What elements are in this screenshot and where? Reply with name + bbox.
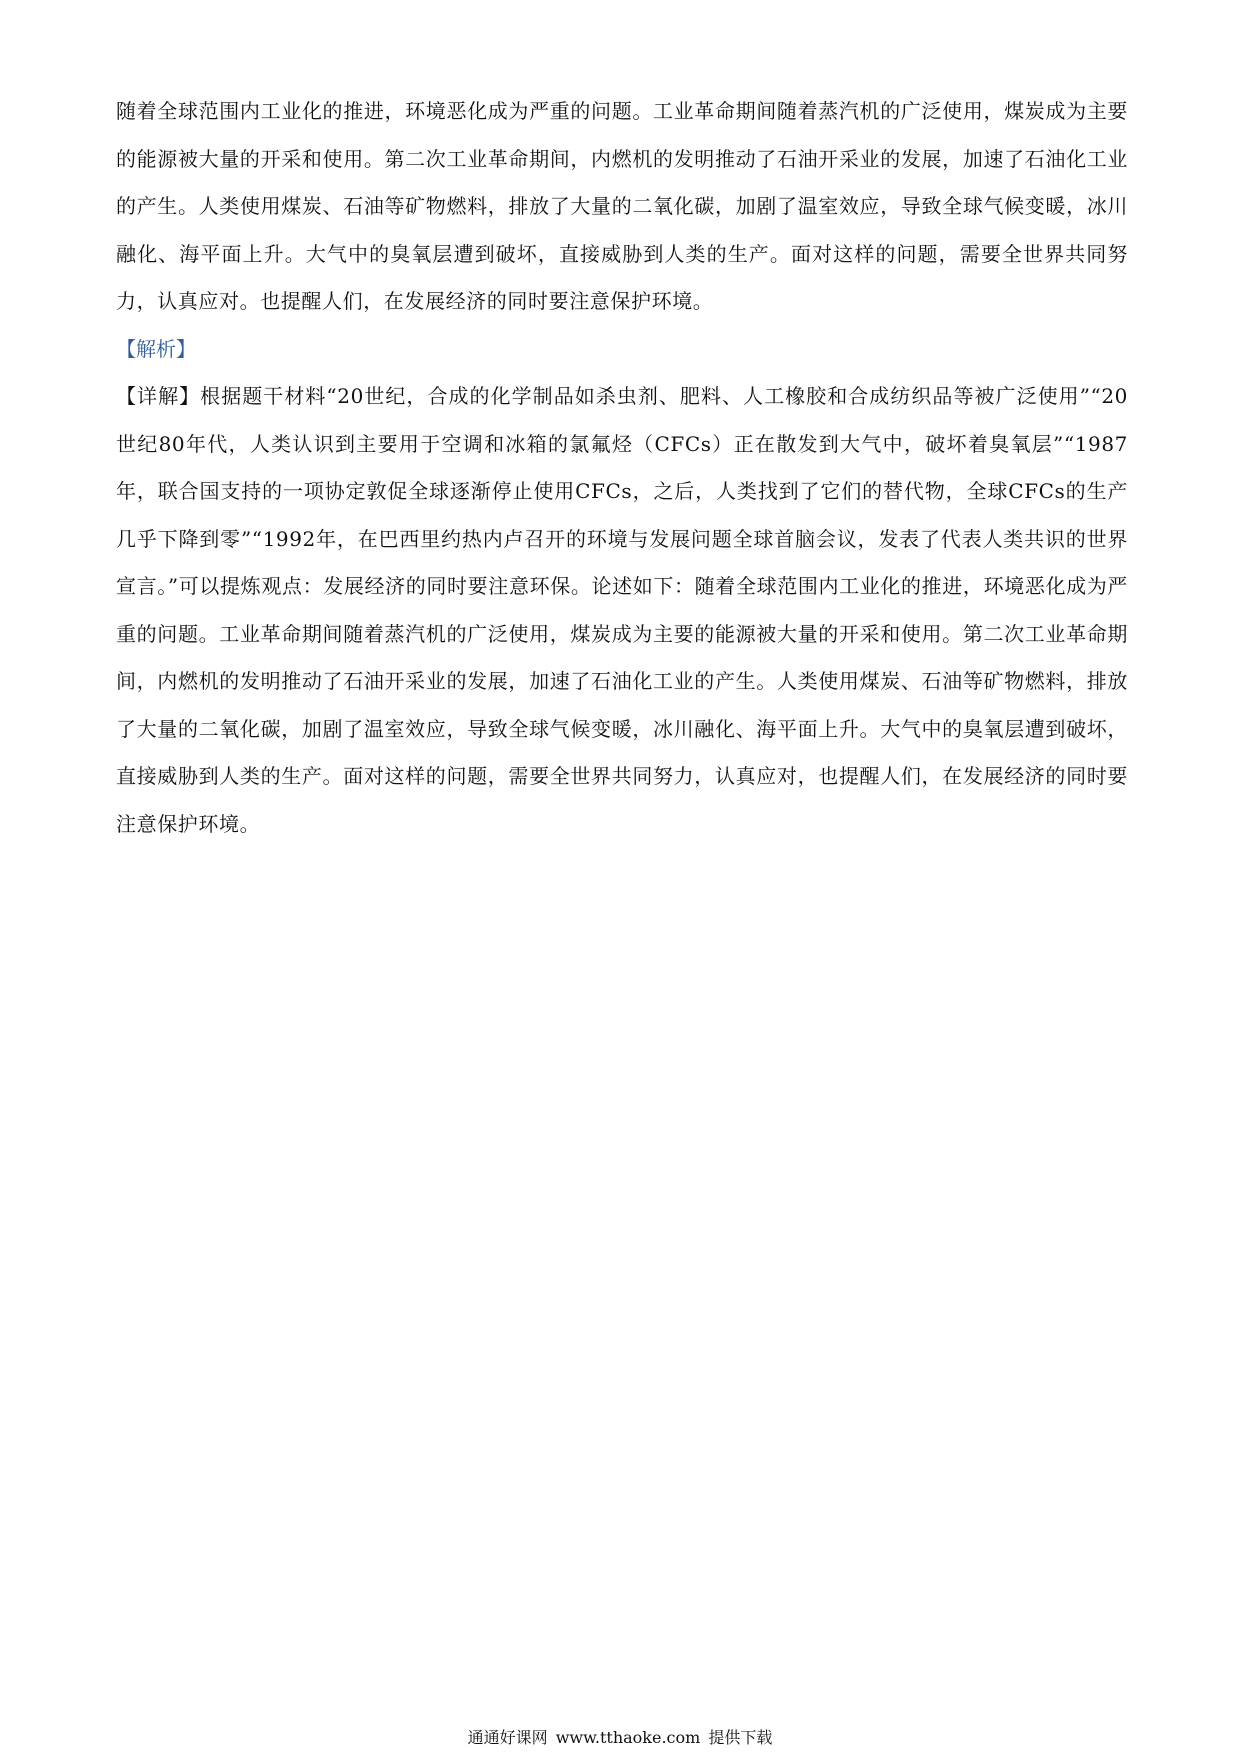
page-footer [0, 1728, 1240, 1748]
analysis-label: 【解析】 [116, 336, 196, 361]
footer-site-name: 通通好课网 [467, 1728, 548, 1747]
footer-url[interactable]: www.tthaoke.com [555, 1728, 701, 1747]
page-content [116, 88, 1128, 848]
detail-tag: 【详解】 [116, 384, 201, 408]
detail-text: 根据题干材料“20世纪，合成的化学制品如杀虫剂、肥料、人工橡胶和合成纺织品等被广泛使用”“20世纪80年代，人类认识到主要用于空调和冰箱的氯氟烃（CFCs）正在散发到大气中，破坏着臭氧层”“1987年，联合国支持的一项协定敦促全球逐渐停止使用CFCs，之后，人类找到了它们的替代物，全球CFCs的生产几乎下降到零”“1992年，在巴西里约热内卢召开的环境与发展问题全球首脑会议，发表了代表人类共识的世界宣言。”可以提炼观点：发展经济的同时要注意环保。论述如下：随着全球范围内工业化的推进，环境恶化成为严重的问题。工业革命期间随着蒸汽机的广泛使用，煤炭成为主要的能源被大量的开采和使用。第二次工业革命期间，内燃机的发明推动了石油开采业的发展，加速了石油化工业的产生。人类使用煤炭、石油等矿物燃料，排放了大量的二氧化碳，加剧了温室效应，导致全球气候变暖，冰川融化、海平面上升。大气中的臭氧层遭到破坏，直接威胁到人类的生产。面对这样的问题，需要全世界共同努力，认真应对，也提醒人们，在发展经济的同时要注意保护环境。 [116, 384, 1128, 836]
detail-paragraph [116, 373, 1128, 848]
footer-note: 提供下载 [708, 1728, 773, 1747]
answer-paragraph: 随着全球范围内工业化的推进，环境恶化成为严重的问题。工业革命期间随着蒸汽机的广泛使用，煤炭成为主要的能源被大量的开采和使用。第二次工业革命期间，内燃机的发明推动了石油开采业的发展，加速了石油化工业的产生。人类使用煤炭、石油等矿物燃料，排放了大量的二氧化碳，加剧了温室效应，导致全球气候变暖，冰川融化、海平面上升。大气中的臭氧层遭到破坏，直接威胁到人类的生产。面对这样的问题，需要全世界共同努力，认真应对。也提醒人们，在发展经济的同时要注意保护环境。 [116, 99, 1128, 313]
